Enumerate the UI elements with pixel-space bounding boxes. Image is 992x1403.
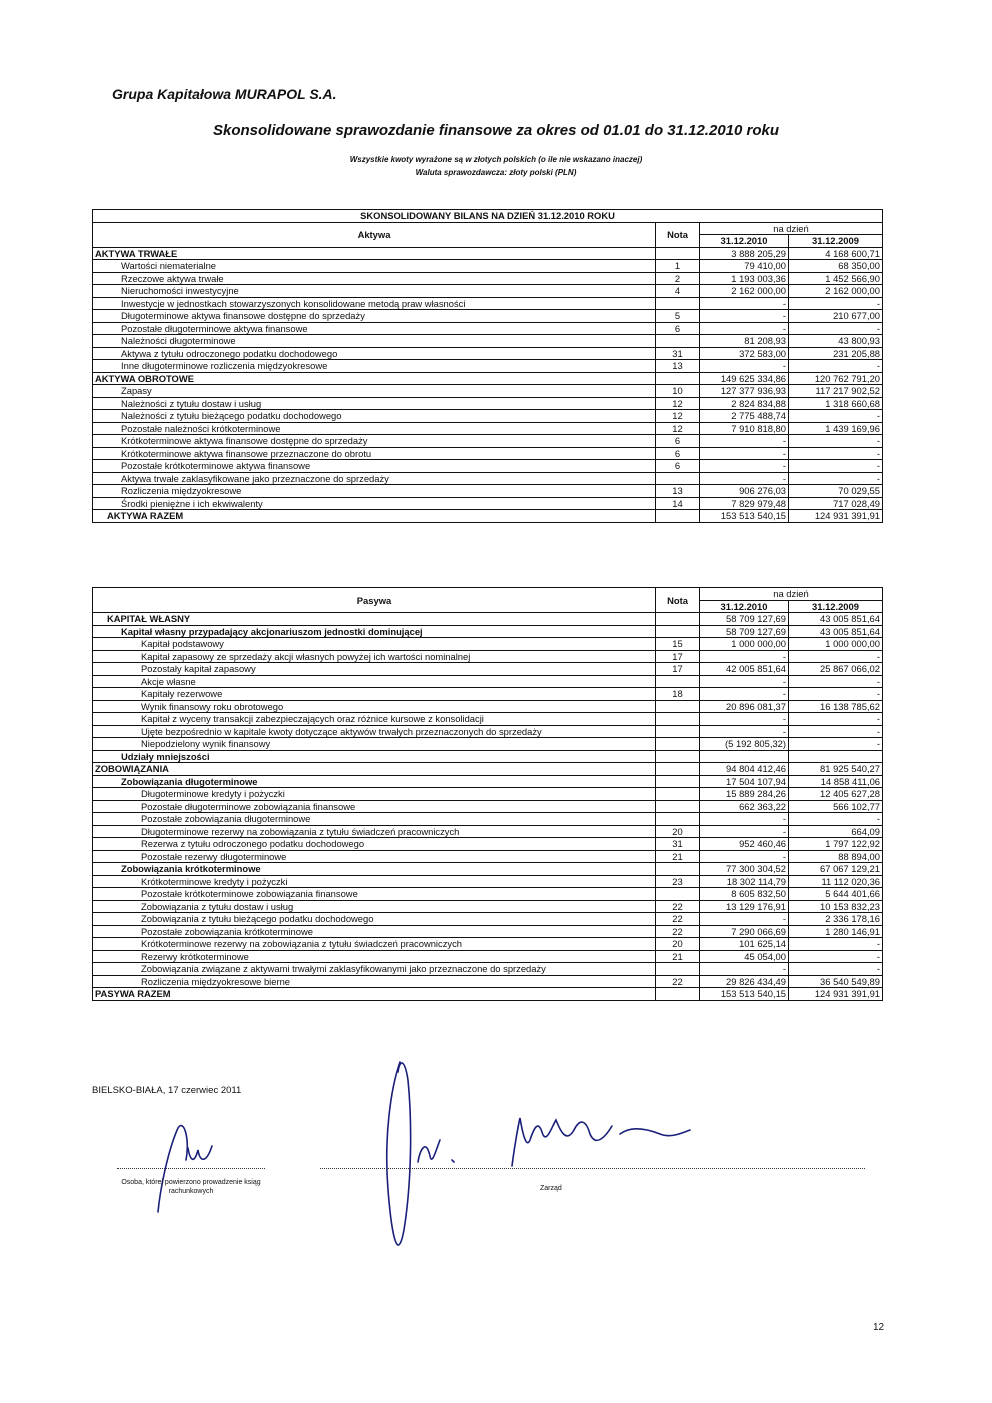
place-and-date: BIELSKO-BIAŁA, 17 czerwiec 2011 (92, 1085, 242, 1096)
accountant-caption: Osoba, której powierzono prowadzenie ksiąg rachunkowych (121, 1179, 261, 1195)
row-value-2010: - (700, 472, 789, 485)
row-nota: 6 (656, 435, 700, 448)
row-value-2010: 77 300 304,52 (700, 863, 789, 876)
row-value-2010: 101 625,14 (700, 938, 789, 951)
row-label: Pozostały kapitał zapasowy (93, 663, 656, 676)
row-label: Pozostałe krótkoterminowe aktywa finansowe (93, 460, 656, 473)
row-label: Rozliczenia międzyokresowe bierne (93, 975, 656, 988)
row-nota: 18 (656, 688, 700, 701)
row-value-2010: 13 129 176,91 (700, 900, 789, 913)
row-label: Zobowiązania z tytułu bieżącego podatku dochodowego (93, 913, 656, 926)
row-nota: 12 (656, 422, 700, 435)
balance-title: SKONSOLIDOWANY BILANS NA DZIEŃ 31.12.2010 ROKU (93, 210, 883, 223)
row-value-2010: 662 363,22 (700, 800, 789, 813)
row-nota: 6 (656, 322, 700, 335)
row-nota: 17 (656, 650, 700, 663)
row-value-2010: 81 208,93 (700, 335, 789, 348)
row-value-2009: 36 540 549,89 (789, 975, 883, 988)
row-value-2010: - (700, 963, 789, 976)
row-value-2010: 149 625 334,86 (700, 372, 789, 385)
row-value-2009: - (789, 650, 883, 663)
row-label: Środki pieniężne i ich ekwiwalenty (93, 497, 656, 510)
row-value-2009: - (789, 713, 883, 726)
row-nota: 22 (656, 925, 700, 938)
row-nota: 2 (656, 272, 700, 285)
row-value-2009: 70 029,55 (789, 485, 883, 498)
board-signature-line (320, 1168, 865, 1169)
row-value-2009: 88 894,00 (789, 850, 883, 863)
row-value-2010: - (700, 850, 789, 863)
row-value-2010: 42 005 851,64 (700, 663, 789, 676)
row-value-2010: - (700, 360, 789, 373)
row-value-2010: - (700, 688, 789, 701)
page-number: 12 (873, 1322, 885, 1333)
row-label: Akcje własne (93, 675, 656, 688)
row-value-2009: - (789, 938, 883, 951)
liabilities-heading: Pasywa (93, 588, 656, 613)
row-value-2010: 2 824 834,88 (700, 397, 789, 410)
row-label: Pozostałe długoterminowe aktywa finansowe (93, 322, 656, 335)
row-value-2009: 1 797 122,92 (789, 838, 883, 851)
row-value-2009: - (789, 435, 883, 448)
row-value-2010: (5 192 805,32) (700, 738, 789, 751)
row-nota: 20 (656, 825, 700, 838)
row-value-2010: 3 888 205,29 (700, 247, 789, 260)
row-nota: 6 (656, 460, 700, 473)
row-nota: 4 (656, 285, 700, 298)
row-value-2009: 124 931 391,91 (789, 510, 883, 523)
row-value-2010: - (700, 322, 789, 335)
row-value-2010: 20 896 081,37 (700, 700, 789, 713)
row-value-2010: 45 054,00 (700, 950, 789, 963)
row-value-2009: 664,09 (789, 825, 883, 838)
row-label: Długoterminowe kredyty i pożyczki (93, 788, 656, 801)
row-label: Krótkoterminowe kredyty i pożyczki (93, 875, 656, 888)
row-label: Długoterminowe aktywa finansowe dostępne do sprzedaży (93, 310, 656, 323)
row-nota: 10 (656, 385, 700, 398)
row-label: Rezerwa z tytułu odroczonego podatku dochodowego (93, 838, 656, 851)
row-value-2010: 952 460,46 (700, 838, 789, 851)
row-value-2010: - (700, 310, 789, 323)
document-title: Skonsolidowane sprawozdanie finansowe za okres od 01.01 do 31.12.2010 roku (212, 122, 780, 139)
row-value-2009: 11 112 020,36 (789, 875, 883, 888)
row-value-2009: - (789, 460, 883, 473)
row-value-2010: 372 583,00 (700, 347, 789, 360)
row-label: Wartości niematerialne (93, 260, 656, 273)
row-label: Pozostałe zobowiązania długoterminowe (93, 813, 656, 826)
row-value-2009: 124 931 391,91 (789, 988, 883, 1001)
row-value-2009: 43 005 851,64 (789, 625, 883, 638)
row-value-2010: 906 276,03 (700, 485, 789, 498)
row-value-2009: 25 867 066,02 (789, 663, 883, 676)
row-nota: 1 (656, 260, 700, 273)
nota-heading: Nota (656, 222, 700, 247)
row-value-2010: 17 504 107,94 (700, 775, 789, 788)
row-value-2009: 717 028,49 (789, 497, 883, 510)
row-value-2009: 4 168 600,71 (789, 247, 883, 260)
row-value-2009: 231 205,88 (789, 347, 883, 360)
row-value-2010: 8 605 832,50 (700, 888, 789, 901)
row-value-2009: - (789, 472, 883, 485)
row-value-2009: 12 405 627,28 (789, 788, 883, 801)
company-name: Grupa Kapitałowa MURAPOL S.A. (112, 86, 337, 102)
row-value-2009: - (789, 950, 883, 963)
row-value-2010: 7 829 979,48 (700, 497, 789, 510)
row-label: Ujęte bezpośrednio w kapitale kwoty dotyczące aktywów trwałych przeznaczonych do sprzedaży (93, 725, 656, 738)
row-value-2009: - (789, 447, 883, 460)
row-value-2010: - (700, 825, 789, 838)
row-label: AKTYWA OBROTOWE (93, 372, 656, 385)
row-nota: 13 (656, 360, 700, 373)
row-label: Krótkoterminowe aktywa finansowe dostępne do sprzedaży (93, 435, 656, 448)
row-value-2009: - (789, 675, 883, 688)
row-value-2009: 2 162 000,00 (789, 285, 883, 298)
row-value-2009: - (789, 738, 883, 751)
row-value-2009: - (789, 297, 883, 310)
row-label: PASYWA RAZEM (93, 988, 656, 1001)
nota-heading: Nota (656, 588, 700, 613)
row-nota: 17 (656, 663, 700, 676)
row-value-2010: - (700, 813, 789, 826)
row-label: Krótkoterminowe aktywa finansowe przeznaczone do obrotu (93, 447, 656, 460)
row-label: Zapasy (93, 385, 656, 398)
row-label: Niepodzielony wynik finansowy (93, 738, 656, 751)
row-value-2010: - (700, 435, 789, 448)
row-label: Inwestycje w jednostkach stowarzyszonych konsolidowane metodą praw własności (93, 297, 656, 310)
row-value-2009: 1 318 660,68 (789, 397, 883, 410)
row-label: AKTYWA RAZEM (93, 510, 656, 523)
row-label: Należności z tytułu bieżącego podatku dochodowego (93, 410, 656, 423)
row-value-2009: 1 000 000,00 (789, 638, 883, 651)
row-value-2010: - (700, 913, 789, 926)
row-label: Rzeczowe aktywa trwałe (93, 272, 656, 285)
row-value-2009: 1 452 566,90 (789, 272, 883, 285)
row-value-2009: 1 280 146,91 (789, 925, 883, 938)
row-value-2009: 10 153 832,23 (789, 900, 883, 913)
row-label: Inne długoterminowe rozliczenia międzyokresowe (93, 360, 656, 373)
row-value-2010: - (700, 650, 789, 663)
row-value-2010: 58 709 127,69 (700, 625, 789, 638)
row-label: Zobowiązania krótkoterminowe (93, 863, 656, 876)
board-caption: Zarząd (540, 1185, 562, 1192)
row-value-2010: 153 513 540,15 (700, 510, 789, 523)
row-label: Pozostałe zobowiązania krótkoterminowe (93, 925, 656, 938)
row-label: ZOBOWIĄZANIA (93, 763, 656, 776)
row-value-2010: 58 709 127,69 (700, 613, 789, 626)
row-label: Aktywa z tytułu odroczonego podatku dochodowego (93, 347, 656, 360)
row-value-2009: - (789, 688, 883, 701)
row-value-2009: - (789, 725, 883, 738)
row-label: Kapitał podstawowy (93, 638, 656, 651)
row-value-2010: - (700, 460, 789, 473)
row-label: Rozliczenia międzyokresowe (93, 485, 656, 498)
date-2010-heading: 31.12.2010 (700, 235, 789, 248)
row-label: Zobowiązania z tytułu dostaw i usług (93, 900, 656, 913)
row-value-2010: - (700, 297, 789, 310)
row-value-2010: 1 000 000,00 (700, 638, 789, 651)
row-value-2009: 120 762 791,20 (789, 372, 883, 385)
row-value-2009: 14 858 411,06 (789, 775, 883, 788)
row-nota: 12 (656, 397, 700, 410)
as-of-heading: na dzień (700, 588, 883, 601)
row-value-2009: 68 350,00 (789, 260, 883, 273)
row-value-2009: - (789, 322, 883, 335)
row-value-2009: 5 644 401,66 (789, 888, 883, 901)
row-value-2009: 43 005 851,64 (789, 613, 883, 626)
row-value-2010: - (700, 713, 789, 726)
row-nota: 15 (656, 638, 700, 651)
row-label: Zobowiązania długoterminowe (93, 775, 656, 788)
row-nota: 22 (656, 900, 700, 913)
row-label: Pozostałe rezerwy długoterminowe (93, 850, 656, 863)
date-2009-heading: 31.12.2009 (789, 235, 883, 248)
row-value-2010: - (700, 725, 789, 738)
row-value-2010: 18 302 114,79 (700, 875, 789, 888)
row-nota: 23 (656, 875, 700, 888)
row-value-2009: 2 336 178,16 (789, 913, 883, 926)
row-value-2009: 67 067 129,21 (789, 863, 883, 876)
row-value-2010: 2 775 488,74 (700, 410, 789, 423)
row-value-2010: 153 513 540,15 (700, 988, 789, 1001)
row-value-2009: 210 677,00 (789, 310, 883, 323)
row-label: AKTYWA TRWAŁE (93, 247, 656, 260)
row-label: Wynik finansowy roku obrotowego (93, 700, 656, 713)
board-signature-2 (512, 1118, 690, 1166)
row-nota: 31 (656, 347, 700, 360)
row-value-2009: - (789, 963, 883, 976)
row-value-2010: 2 162 000,00 (700, 285, 789, 298)
row-nota: 5 (656, 310, 700, 323)
row-label: Zobowiązania związane z aktywami trwałymi zaklasyfikowanymi jako przeznaczone do sprzedaży (93, 963, 656, 976)
row-label: Pozostałe krótkoterminowe zobowiązania finansowe (93, 888, 656, 901)
row-value-2009: - (789, 813, 883, 826)
row-value-2009: 1 439 169,96 (789, 422, 883, 435)
row-nota: 31 (656, 838, 700, 851)
row-label: Długoterminowe rezerwy na zobowiązania z tytułu świadczeń pracowniczych (93, 825, 656, 838)
row-nota: 6 (656, 447, 700, 460)
row-value-2010: 7 910 818,80 (700, 422, 789, 435)
row-nota: 22 (656, 913, 700, 926)
row-value-2010: 79 410,00 (700, 260, 789, 273)
row-value-2010: 1 193 003,36 (700, 272, 789, 285)
row-label: Kapitały rezerwowe (93, 688, 656, 701)
row-value-2009: 117 217 902,52 (789, 385, 883, 398)
row-label: Nieruchomości inwestycyjne (93, 285, 656, 298)
row-label: Kapitał z wyceny transakcji zabezpieczających oraz różnice kursowe z konsolidacji (93, 713, 656, 726)
row-label: Krótkoterminowe rezerwy na zobowiązania z tytułu świadczeń pracowniczych (93, 938, 656, 951)
row-value-2010: - (700, 447, 789, 460)
as-of-heading: na dzień (700, 222, 883, 235)
row-label: Pozostałe długoterminowe zobowiązania finansowe (93, 800, 656, 813)
row-value-2009: 16 138 785,62 (789, 700, 883, 713)
row-label: Aktywa trwałe zaklasyfikowane jako przeznaczone do sprzedaży (93, 472, 656, 485)
assets-heading: Aktywa (93, 222, 656, 247)
row-label: Należności długoterminowe (93, 335, 656, 348)
row-value-2010: 7 290 066,69 (700, 925, 789, 938)
row-nota: 12 (656, 410, 700, 423)
row-value-2009: - (789, 360, 883, 373)
row-label: Rezerwy krótkoterminowe (93, 950, 656, 963)
row-label: Pozostałe należności krótkoterminowe (93, 422, 656, 435)
row-value-2010: 94 804 412,46 (700, 763, 789, 776)
date-2010-heading: 31.12.2010 (700, 600, 789, 613)
row-nota: 13 (656, 485, 700, 498)
row-label: Kapitał własny przypadający akcjonariuszom jednostki dominującej (93, 625, 656, 638)
row-value-2009: 566 102,77 (789, 800, 883, 813)
row-label: Udziały mniejszości (93, 750, 656, 763)
row-label: Kapitał zapasowy ze sprzedaży akcji własnych powyżej ich wartości nominalnej (93, 650, 656, 663)
row-value-2009: 81 925 540,27 (789, 763, 883, 776)
accountant-signature-line (117, 1168, 265, 1169)
row-value-2009: - (789, 410, 883, 423)
row-value-2010: 15 889 284,26 (700, 788, 789, 801)
row-nota: 22 (656, 975, 700, 988)
row-nota: 21 (656, 850, 700, 863)
row-value-2009: 43 800,93 (789, 335, 883, 348)
board-signature-1 (387, 1062, 454, 1245)
reporting-currency-note: Waluta sprawozdawcza: złoty polski (PLN) (415, 168, 577, 177)
row-nota: 21 (656, 950, 700, 963)
row-value-2010: - (700, 675, 789, 688)
row-value-2010: 29 826 434,49 (700, 975, 789, 988)
row-label: KAPITAŁ WŁASNY (93, 613, 656, 626)
currency-note: Wszystkie kwoty wyrażone są w złotych polskich (o ile nie wskazano inaczej) (349, 155, 643, 164)
row-nota: 14 (656, 497, 700, 510)
row-nota: 20 (656, 938, 700, 951)
row-value-2010: 127 377 936,93 (700, 385, 789, 398)
date-2009-heading: 31.12.2009 (789, 600, 883, 613)
row-label: Należności z tytułu dostaw i usług (93, 397, 656, 410)
